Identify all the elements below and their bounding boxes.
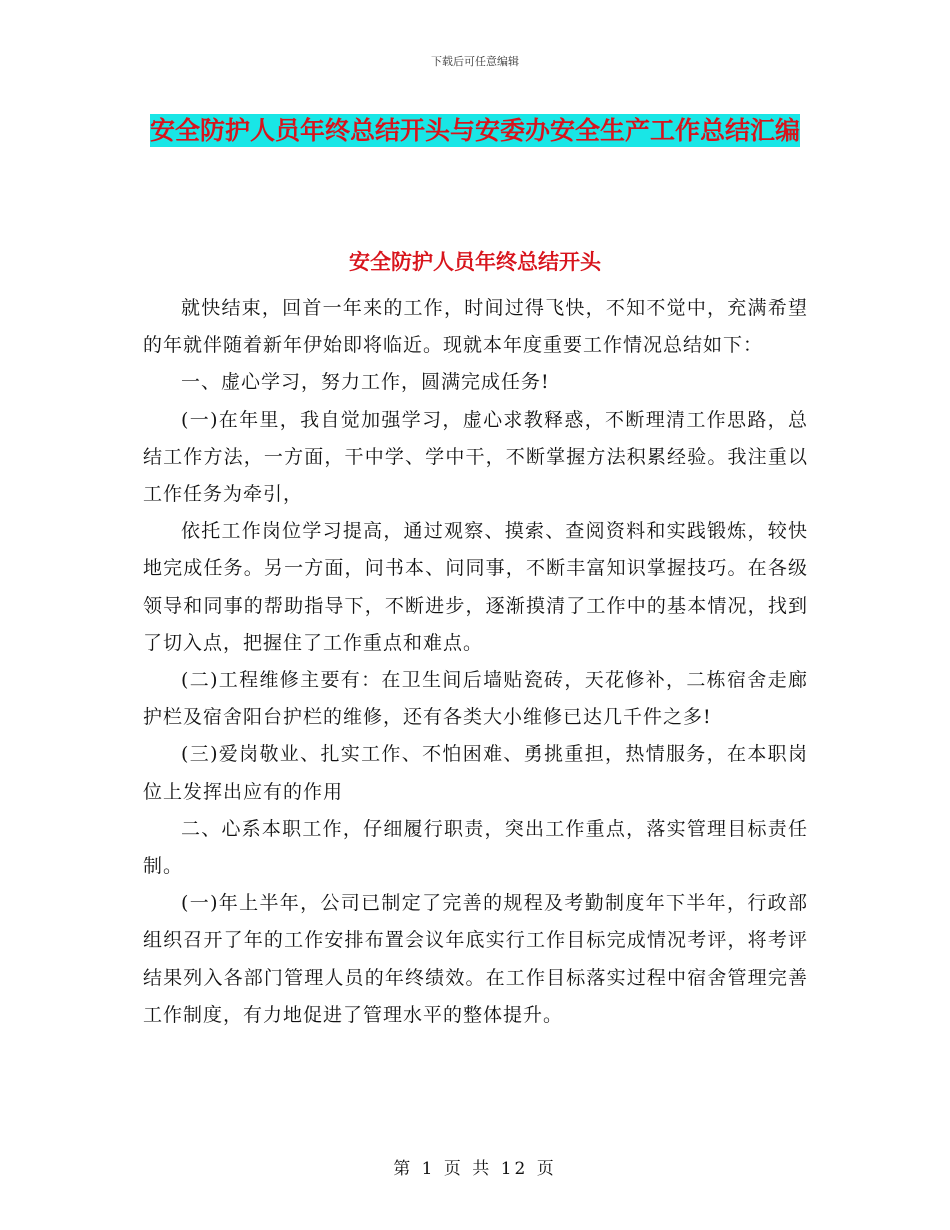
paragraph: (一)年上半年，公司已制定了完善的规程及考勤制度年下半年，行政部组织召开了年的工作安排布置会议年底实行工作目标完成情况考评，将考评结果列入各部门管理人员的年终绩效。在工作目标落实过程中宿舍管理完善工作制度，有力地促进了管理水平的整体提升。 <box>143 892 808 1026</box>
document-title <box>150 108 800 154</box>
paragraph: (一)在年里，我自觉加强学习，虚心求教释惑，不断理清工作思路，总结工作方法，一方面，干中学、学中干，不断掌握方法积累经验。我注重以工作任务为牵引， <box>143 408 808 506</box>
page-footer: 第 1 页 共 12 页 <box>393 1159 557 1179</box>
document-title-text: 安全防护人员年终总结开头与安委办安全生产工作总结汇编 <box>150 116 801 145</box>
paragraph: 二、心系本职工作，仔细履行职责，突出工作重点，落实管理目标责任制。 <box>143 817 808 878</box>
header-note: 下载后可任意编辑 <box>431 55 519 68</box>
paragraph: 就快结束，回首一年来的工作，时间过得飞快，不知不觉中，充满希望的年就伴随着新年伊始即将临近。现就本年度重要工作情况总结如下： <box>143 297 808 357</box>
paragraph: (二)工程维修主要有：在卫生间后墙贴瓷砖，天花修补，二栋宿舍走廊护栏及宿舍阳台护栏的维修，还有各类大小维修已达几千件之多! <box>143 669 808 729</box>
paragraph: 依托工作岗位学习提高，通过观察、摸索、查阅资料和实践锻炼，较快地完成任务。另一方面，问书本、问同事，不断丰富知识掌握技巧。在各级领导和同事的帮助指导下，不断进步，逐渐摸清了工作中的基本情况，找到了切入点，把握住了工作重点和难点。 <box>143 520 808 654</box>
paragraph: (三)爱岗敬业、扎实工作、不怕困难、勇挑重担，热情服务，在本职岗位上发挥出应有的作用 <box>143 743 808 803</box>
paragraph: 一、虚心学习，努力工作，圆满完成任务! <box>181 371 550 394</box>
section-title: 安全防护人员年终总结开头 <box>349 250 601 274</box>
document-body <box>143 290 808 1034</box>
